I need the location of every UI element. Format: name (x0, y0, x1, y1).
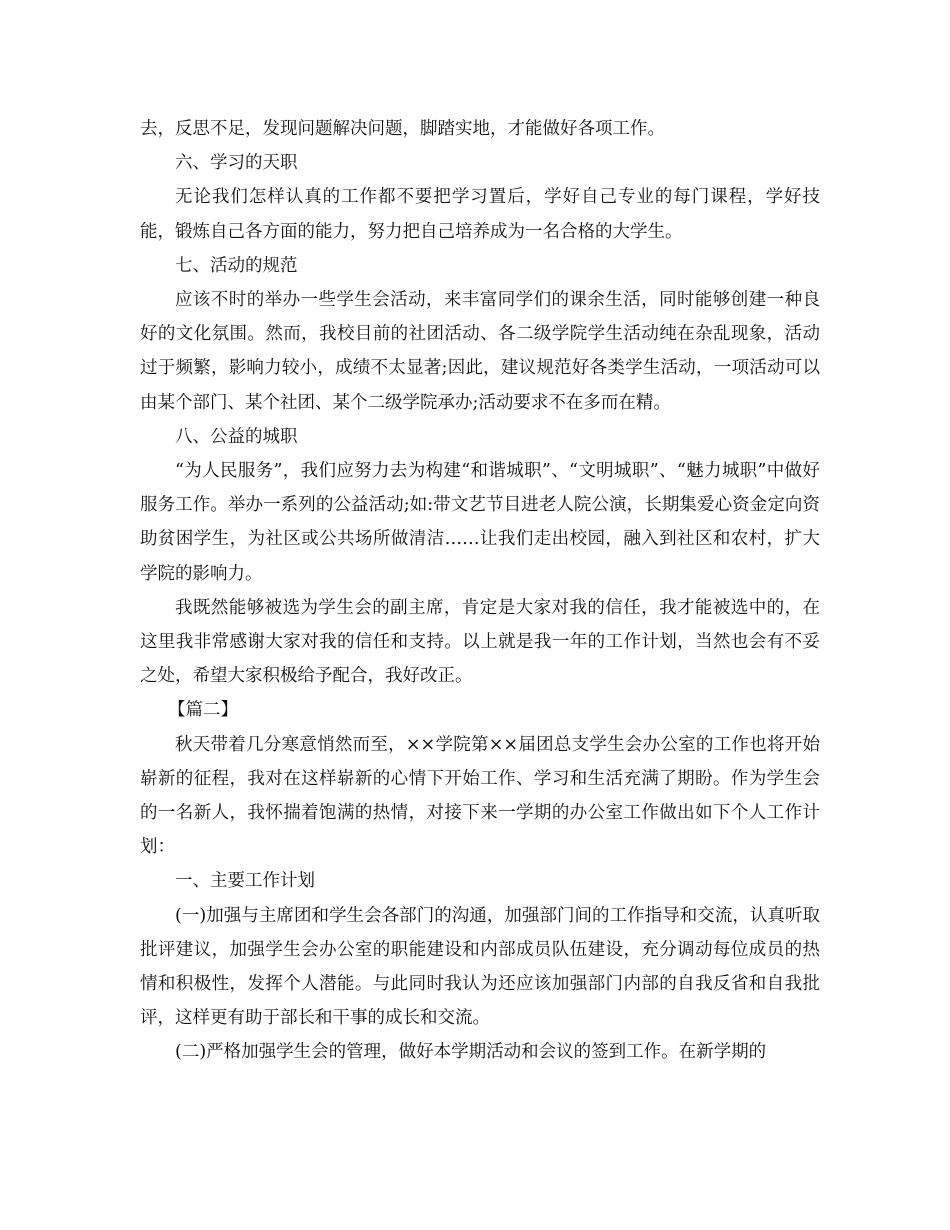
heading-main-plan: 一、主要工作计划 (175, 871, 315, 892)
paragraph-activities: 应该不时的举办一些学生会活动，来丰富同学们的课余生活，同时能够创建一种良好的文化氛围。然而，我校目前的社团活动、各二级学院学生活动纯在杂乱现象，活动过于频繁，影响力较小，成绩不太显著;因此，建议规范好各类学生活动，一项活动可以由某个部门、某个社团、某个二级学院承办;活动要求不在多而在精。 (140, 290, 820, 413)
paragraph-closing: 我既然能够被选为学生会的副主席，肯定是大家对我的信任，我才能被选中的，在这里我非常感谢大家对我的信任和支持。以上就是我一年的工作计划，当然也会有不妥之处，希望大家积极给予配合，我好改正。 (140, 597, 820, 687)
paragraph-study: 无论我们怎样认真的工作都不要把学习置后，学好自己专业的每门课程，学好技能，锻炼自己各方面的能力，努力把自己培养成为一名合格的大学生。 (140, 187, 820, 242)
heading-public-welfare: 八、公益的城职 (175, 426, 298, 447)
paragraph-intro-part-two: 秋天带着几分寒意悄然而至，××学院第××届团总支学生会办公室的工作也将开始崭新的征程，我对在这样崭新的心情下开始工作、学习和生活充满了期盼。作为学生会的一名新人，我怀揣着饱满的热情，对接下来一学期的办公室工作做出如下个人工作计划： (140, 734, 820, 858)
section-title-part-two: 【篇二】 (168, 700, 238, 721)
document-page (140, 112, 820, 1070)
heading-activities: 七、活动的规范 (175, 255, 298, 276)
paragraph-plan-item-2: (二)严格加强学生会的管理，做好本学期活动和会议的签到工作。在新学期的 (175, 1042, 767, 1063)
paragraph-public-welfare: “为人民服务”，我们应努力去为构建“和谐城职”、“文明城职”、“魅力城职”中做好服务工作。举办一系列的公益活动;如:带文艺节目进老人院公演，长期集爱心资金定向资助贫困学生，为社区或公共场所做清洁……让我们走出校园，融入到社区和农村，扩大学院的影响力。 (140, 461, 820, 584)
paragraph-plan-item-1: (一)加强与主席团和学生会各部门的沟通，加强部门间的工作指导和交流，认真听取批评建议，加强学生会办公室的职能建设和内部成员队伍建设，充分调动每位成员的热情和积极性，发挥个人潜能。与此同时我认为还应该加强部门内部的自我反省和自我批评，这样更有助于部长和干事的成长和交流。 (140, 905, 820, 1029)
paragraph-continuation: 去，反思不足，发现问题解决问题，脚踏实地，才能做好各项工作。 (140, 119, 665, 139)
heading-study: 六、学习的天职 (175, 153, 298, 174)
